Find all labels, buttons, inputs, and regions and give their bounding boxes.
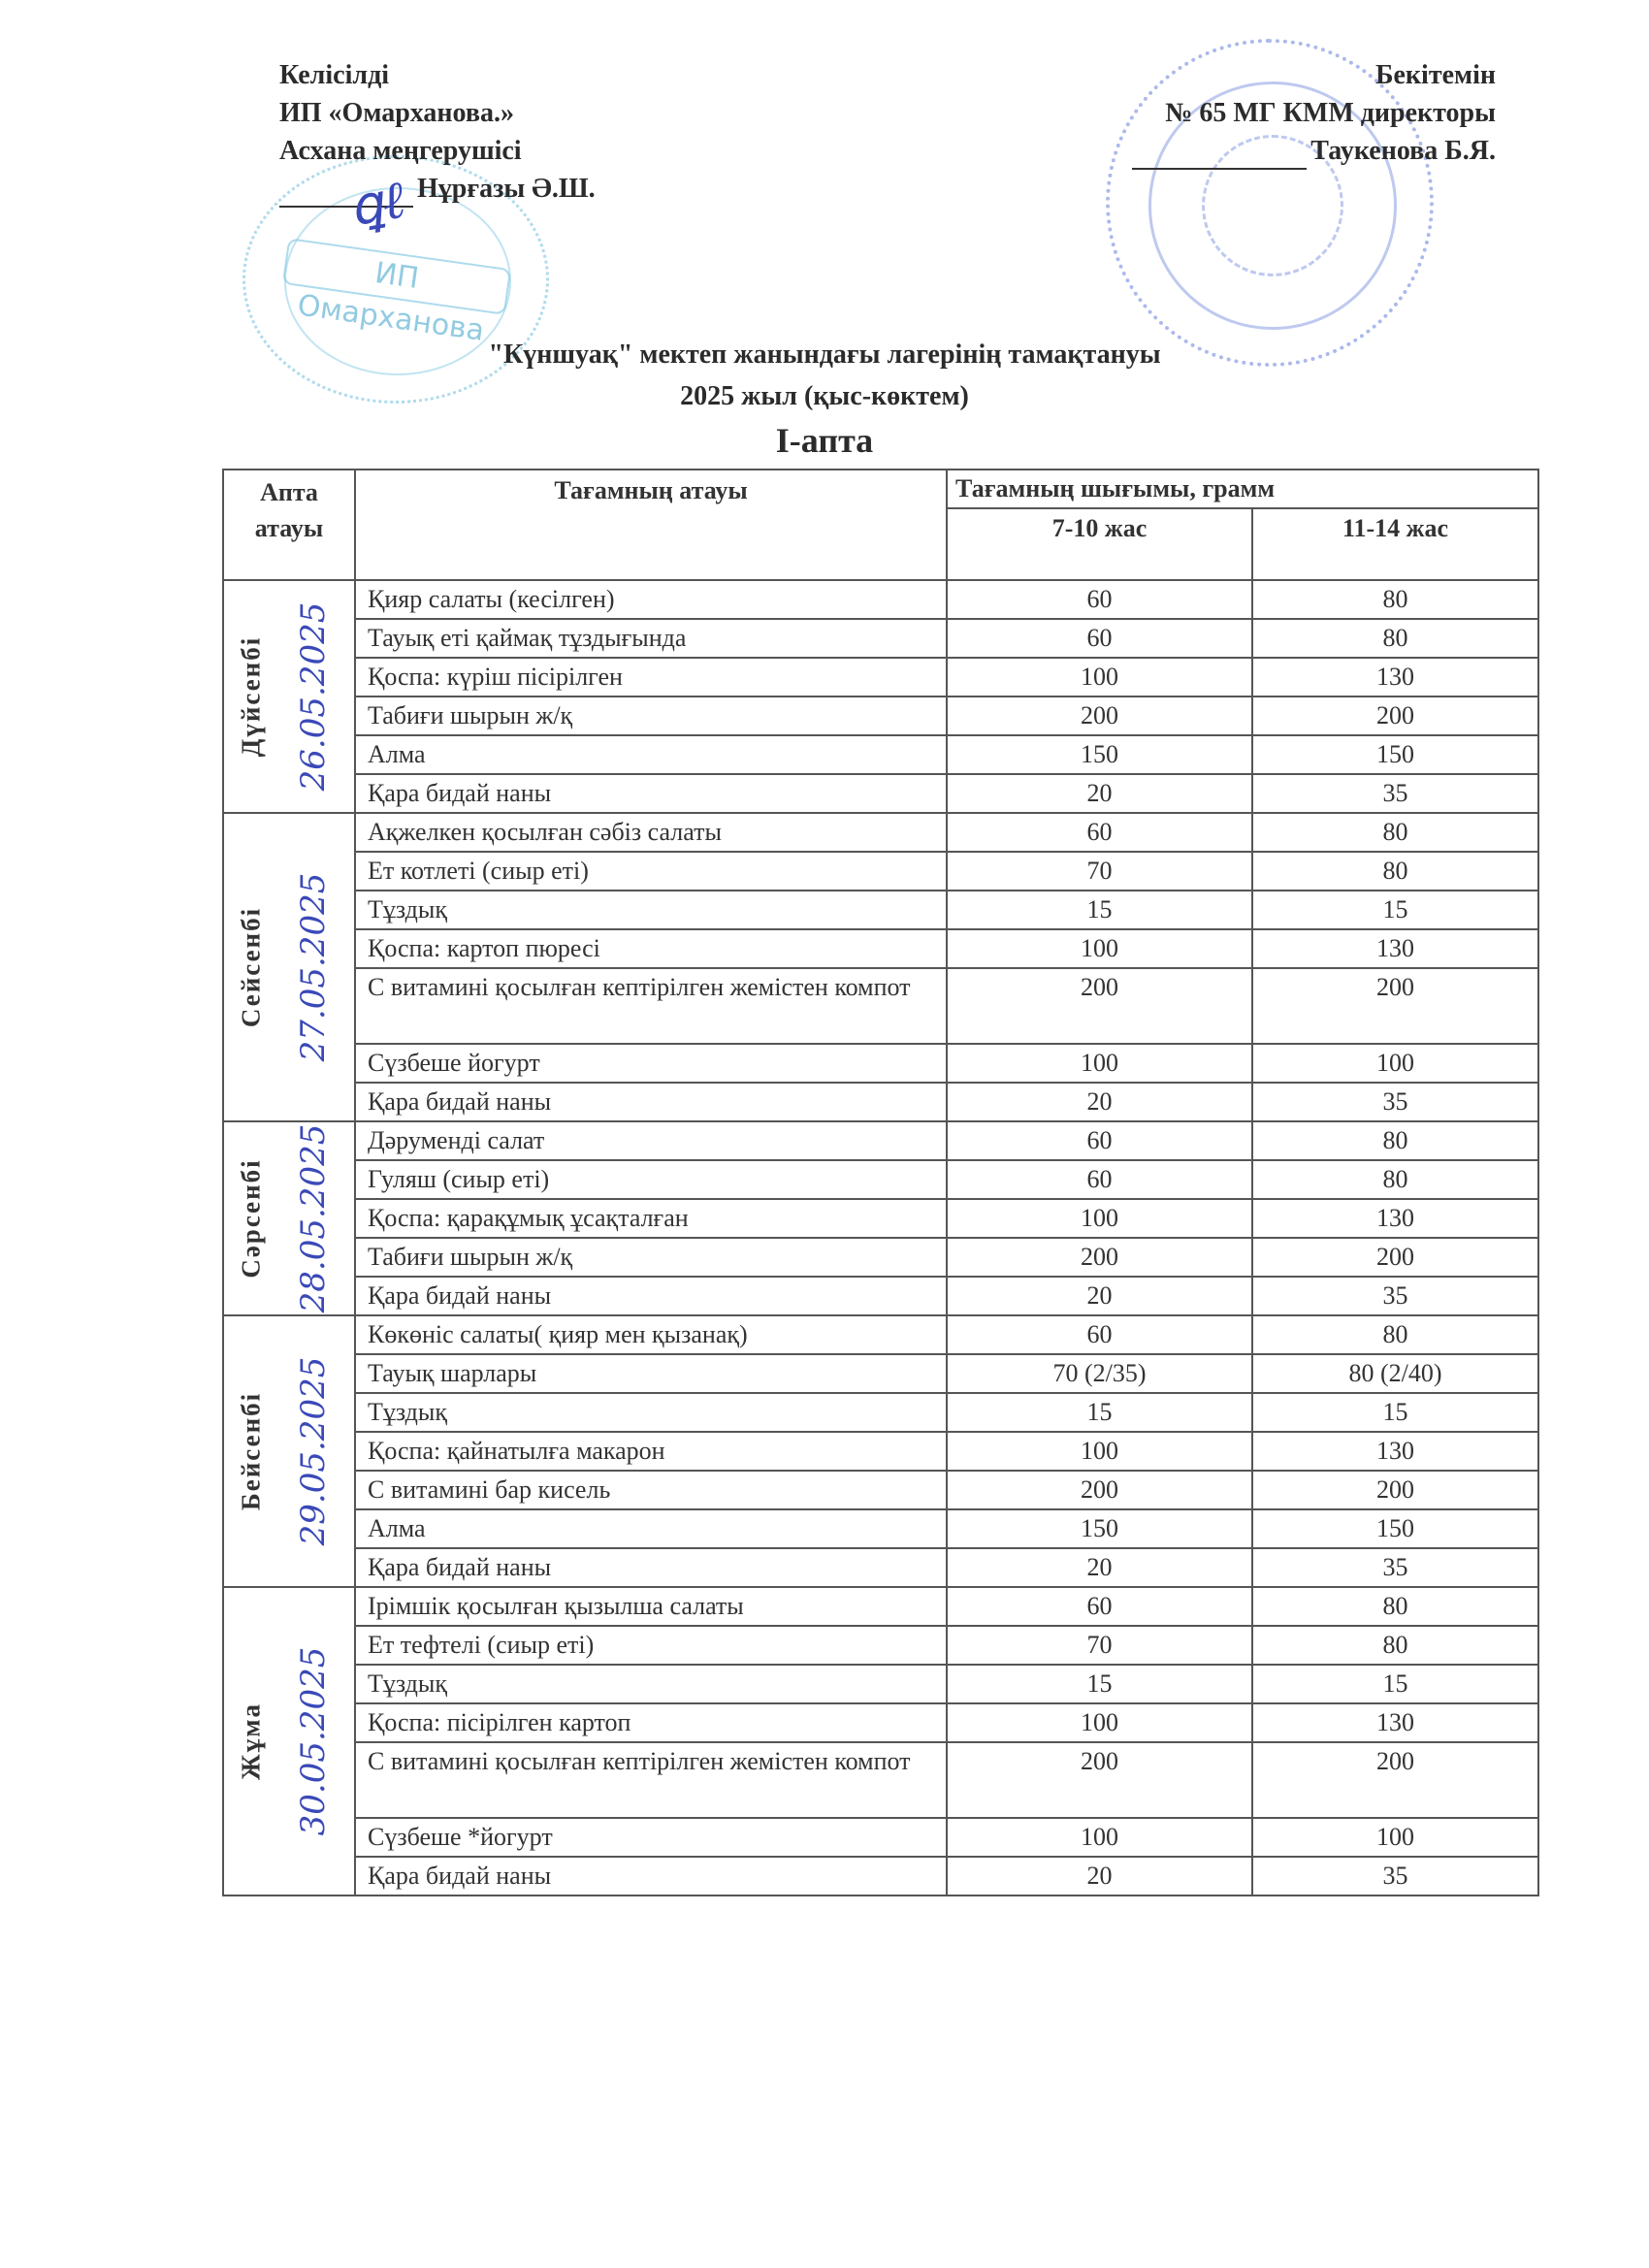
yield-11-14: 130 <box>1252 1432 1538 1471</box>
yield-7-10: 100 <box>947 1818 1252 1857</box>
yield-11-14: 100 <box>1252 1818 1538 1857</box>
yield-7-10: 150 <box>947 735 1252 774</box>
handwritten-signature-icon: ꝗℓ <box>343 168 409 239</box>
dish-name: Тауық еті қаймақ тұздығында <box>355 619 947 658</box>
table-row <box>223 1548 1538 1587</box>
yield-11-14: 130 <box>1252 929 1538 968</box>
yield-7-10: 60 <box>947 813 1252 852</box>
dish-name: Қара бидай наны <box>355 1548 947 1587</box>
dish-name: Табиғи шырын ж/қ <box>355 1238 947 1277</box>
dish-name: С витамині бар кисель <box>355 1471 947 1509</box>
approved-label: Бекітемін <box>1374 60 1496 90</box>
header-dish: Тағамның атауы <box>355 470 947 580</box>
day-name: Дүйсенбі <box>236 635 266 758</box>
yield-11-14: 35 <box>1252 774 1538 813</box>
dish-name: Тұздық <box>355 891 947 929</box>
yield-11-14: 130 <box>1252 1703 1538 1742</box>
dish-name: Қоспа: пісірілген картоп <box>355 1703 947 1742</box>
dish-name: Қияр салаты (кесілген) <box>355 580 947 619</box>
table-row <box>223 1354 1538 1393</box>
yield-11-14: 100 <box>1252 1044 1538 1083</box>
dish-name: Сүзбеше йогурт <box>355 1044 947 1083</box>
yield-11-14: 15 <box>1252 1665 1538 1703</box>
dish-name: Тұздық <box>355 1665 947 1703</box>
table-row <box>223 1818 1538 1857</box>
yield-11-14: 80 <box>1252 1315 1538 1354</box>
approval-approved-block <box>1132 56 1496 170</box>
signature-underline <box>1132 146 1307 170</box>
yield-7-10: 70 <box>947 852 1252 891</box>
yield-7-10: 100 <box>947 1703 1252 1742</box>
yield-11-14: 130 <box>1252 658 1538 697</box>
yield-11-14: 80 <box>1252 1121 1538 1160</box>
day-cell <box>223 1587 355 1895</box>
table-row <box>223 774 1538 813</box>
yield-7-10: 20 <box>947 1277 1252 1315</box>
yield-11-14: 80 <box>1252 580 1538 619</box>
document-subtitle: 2025 жыл (қыс-көктем) <box>680 381 969 411</box>
dish-name: Ақжелкен қосылған сәбіз салаты <box>355 813 947 852</box>
table-row <box>223 1315 1538 1354</box>
day-cell <box>223 1315 355 1587</box>
yield-7-10: 20 <box>947 1083 1252 1121</box>
dish-name: Гуляш (сиыр еті) <box>355 1160 947 1199</box>
yield-11-14: 35 <box>1252 1857 1538 1895</box>
day-name: Бейсенбі <box>236 1391 266 1511</box>
yield-7-10: 100 <box>947 929 1252 968</box>
yield-7-10: 100 <box>947 658 1252 697</box>
yield-11-14: 80 <box>1252 852 1538 891</box>
dish-name: Қоспа: картоп пюресі <box>355 929 947 968</box>
yield-7-10: 200 <box>947 1471 1252 1509</box>
dish-name: С витамині қосылған кептірілген жемістен компот <box>355 1742 947 1818</box>
yield-7-10: 200 <box>947 1742 1252 1818</box>
day-cell <box>223 580 355 813</box>
day-cell <box>223 813 355 1121</box>
dish-name: Қоспа: қарақұмық ұсақталған <box>355 1199 947 1238</box>
table-row <box>223 1121 1538 1160</box>
header-age-11-14: 11-14 жас <box>1252 508 1538 580</box>
table-row <box>223 1044 1538 1083</box>
table-row <box>223 1160 1538 1199</box>
yield-11-14: 200 <box>1252 968 1538 1044</box>
dish-name: Табиғи шырын ж/қ <box>355 697 947 735</box>
table-row <box>223 697 1538 735</box>
day-name: Сәрсенбі <box>236 1158 266 1279</box>
approval-agreed-block <box>279 56 596 208</box>
table-row <box>223 1742 1538 1818</box>
table-row <box>223 1471 1538 1509</box>
yield-7-10: 60 <box>947 580 1252 619</box>
yield-7-10: 100 <box>947 1199 1252 1238</box>
yield-7-10: 100 <box>947 1432 1252 1471</box>
dish-name: Тұздық <box>355 1393 947 1432</box>
table-row <box>223 1277 1538 1315</box>
yield-7-10: 70 <box>947 1626 1252 1665</box>
table-row <box>223 1703 1538 1742</box>
yield-7-10: 200 <box>947 968 1252 1044</box>
yield-11-14: 200 <box>1252 1471 1538 1509</box>
yield-11-14: 200 <box>1252 697 1538 735</box>
dish-name: Ірімшік қосылған қызылша салаты <box>355 1587 947 1626</box>
handwritten-date: 27.05.2025 <box>294 872 333 1062</box>
table-row <box>223 1587 1538 1626</box>
agreed-signatory: Нұрғазы Ә.Ш. <box>417 174 596 204</box>
dish-name: Көкөніс салаты( қияр мен қызанақ) <box>355 1315 947 1354</box>
yield-11-14: 80 <box>1252 1626 1538 1665</box>
table-row <box>223 1665 1538 1703</box>
header-day: Апта атауы <box>223 470 355 580</box>
yield-11-14: 130 <box>1252 1199 1538 1238</box>
day-cell <box>223 1121 355 1315</box>
yield-11-14: 200 <box>1252 1238 1538 1277</box>
yield-11-14: 15 <box>1252 891 1538 929</box>
dish-name: Қоспа: қайнатылға макарон <box>355 1432 947 1471</box>
table-row <box>223 735 1538 774</box>
yield-11-14: 35 <box>1252 1083 1538 1121</box>
header-yield: Тағамның шығымы, грамм <box>947 470 1538 508</box>
yield-11-14: 80 <box>1252 813 1538 852</box>
dish-name: Қара бидай наны <box>355 1083 947 1121</box>
table-row <box>223 580 1538 619</box>
table-row <box>223 1199 1538 1238</box>
dish-name: Дәруменді салат <box>355 1121 947 1160</box>
handwritten-date: 29.05.2025 <box>294 1356 333 1546</box>
handwritten-date: 30.05.2025 <box>294 1646 333 1836</box>
table-row <box>223 968 1538 1044</box>
yield-11-14: 15 <box>1252 1393 1538 1432</box>
yield-7-10: 200 <box>947 697 1252 735</box>
week-label: I-апта <box>775 421 874 460</box>
yield-7-10: 70 (2/35) <box>947 1354 1252 1393</box>
agreed-position: Асхана меңгерушісі <box>279 136 522 166</box>
approved-position: № 65 МГ КММ директоры <box>1165 98 1496 128</box>
table-row <box>223 658 1538 697</box>
approved-signature-line <box>1132 132 1496 170</box>
dish-name: Қоспа: күріш пісірілген <box>355 658 947 697</box>
yield-7-10: 60 <box>947 1121 1252 1160</box>
dish-name: Алма <box>355 1509 947 1548</box>
dish-name: Қара бидай наны <box>355 1857 947 1895</box>
yield-11-14: 80 <box>1252 1160 1538 1199</box>
agreed-company: ИП «Омарханова.» <box>279 98 514 128</box>
dish-name: Алма <box>355 735 947 774</box>
table-row <box>223 1393 1538 1432</box>
table-row <box>223 891 1538 929</box>
dish-name: Ет котлеті (сиыр еті) <box>355 852 947 891</box>
yield-7-10: 20 <box>947 1857 1252 1895</box>
approved-signatory: Таукенова Б.Я. <box>1310 136 1496 166</box>
table-row <box>223 1509 1538 1548</box>
dish-name: Тауық шарлары <box>355 1354 947 1393</box>
day-name: Сейсенбі <box>236 906 266 1028</box>
yield-7-10: 60 <box>947 1315 1252 1354</box>
yield-7-10: 60 <box>947 1160 1252 1199</box>
day-name: Жұма <box>236 1702 266 1780</box>
yield-11-14: 80 <box>1252 619 1538 658</box>
dish-name: С витамині қосылған кептірілген жемістен компот <box>355 968 947 1044</box>
yield-11-14: 150 <box>1252 1509 1538 1548</box>
yield-7-10: 100 <box>947 1044 1252 1083</box>
table-row <box>223 619 1538 658</box>
table-row <box>223 852 1538 891</box>
yield-11-14: 150 <box>1252 735 1538 774</box>
menu-table <box>222 469 1539 1896</box>
header-age-7-10: 7-10 жас <box>947 508 1252 580</box>
agreed-signature-line <box>279 170 596 208</box>
yield-7-10: 200 <box>947 1238 1252 1277</box>
yield-11-14: 35 <box>1252 1548 1538 1587</box>
dish-name: Қара бидай наны <box>355 774 947 813</box>
yield-11-14: 80 (2/40) <box>1252 1354 1538 1393</box>
yield-11-14: 200 <box>1252 1742 1538 1818</box>
dish-name: Қара бидай наны <box>355 1277 947 1315</box>
table-row <box>223 813 1538 852</box>
stamp-label: ИП Омарханова <box>282 238 511 315</box>
dish-name: Сүзбеше *йогурт <box>355 1818 947 1857</box>
yield-11-14: 80 <box>1252 1587 1538 1626</box>
dish-name: Ет тефтелі (сиыр еті) <box>355 1626 947 1665</box>
document-title: "Күншуақ" мектеп жанындағы лагерінің тамақтануы <box>488 340 1161 370</box>
yield-7-10: 150 <box>947 1509 1252 1548</box>
yield-7-10: 60 <box>947 1587 1252 1626</box>
agreed-label: Келісілді <box>279 60 390 90</box>
table-row <box>223 1857 1538 1895</box>
yield-7-10: 15 <box>947 1393 1252 1432</box>
table-row <box>223 1083 1538 1121</box>
table-row <box>223 1238 1538 1277</box>
yield-7-10: 15 <box>947 1665 1252 1703</box>
handwritten-date: 26.05.2025 <box>294 601 333 792</box>
menu-table-body <box>223 580 1538 1895</box>
yield-11-14: 35 <box>1252 1277 1538 1315</box>
yield-7-10: 15 <box>947 891 1252 929</box>
yield-7-10: 20 <box>947 1548 1252 1587</box>
yield-7-10: 20 <box>947 774 1252 813</box>
table-row <box>223 1432 1538 1471</box>
table-row <box>223 929 1538 968</box>
yield-7-10: 60 <box>947 619 1252 658</box>
table-row <box>223 1626 1538 1665</box>
handwritten-date: 28.05.2025 <box>294 1123 333 1313</box>
